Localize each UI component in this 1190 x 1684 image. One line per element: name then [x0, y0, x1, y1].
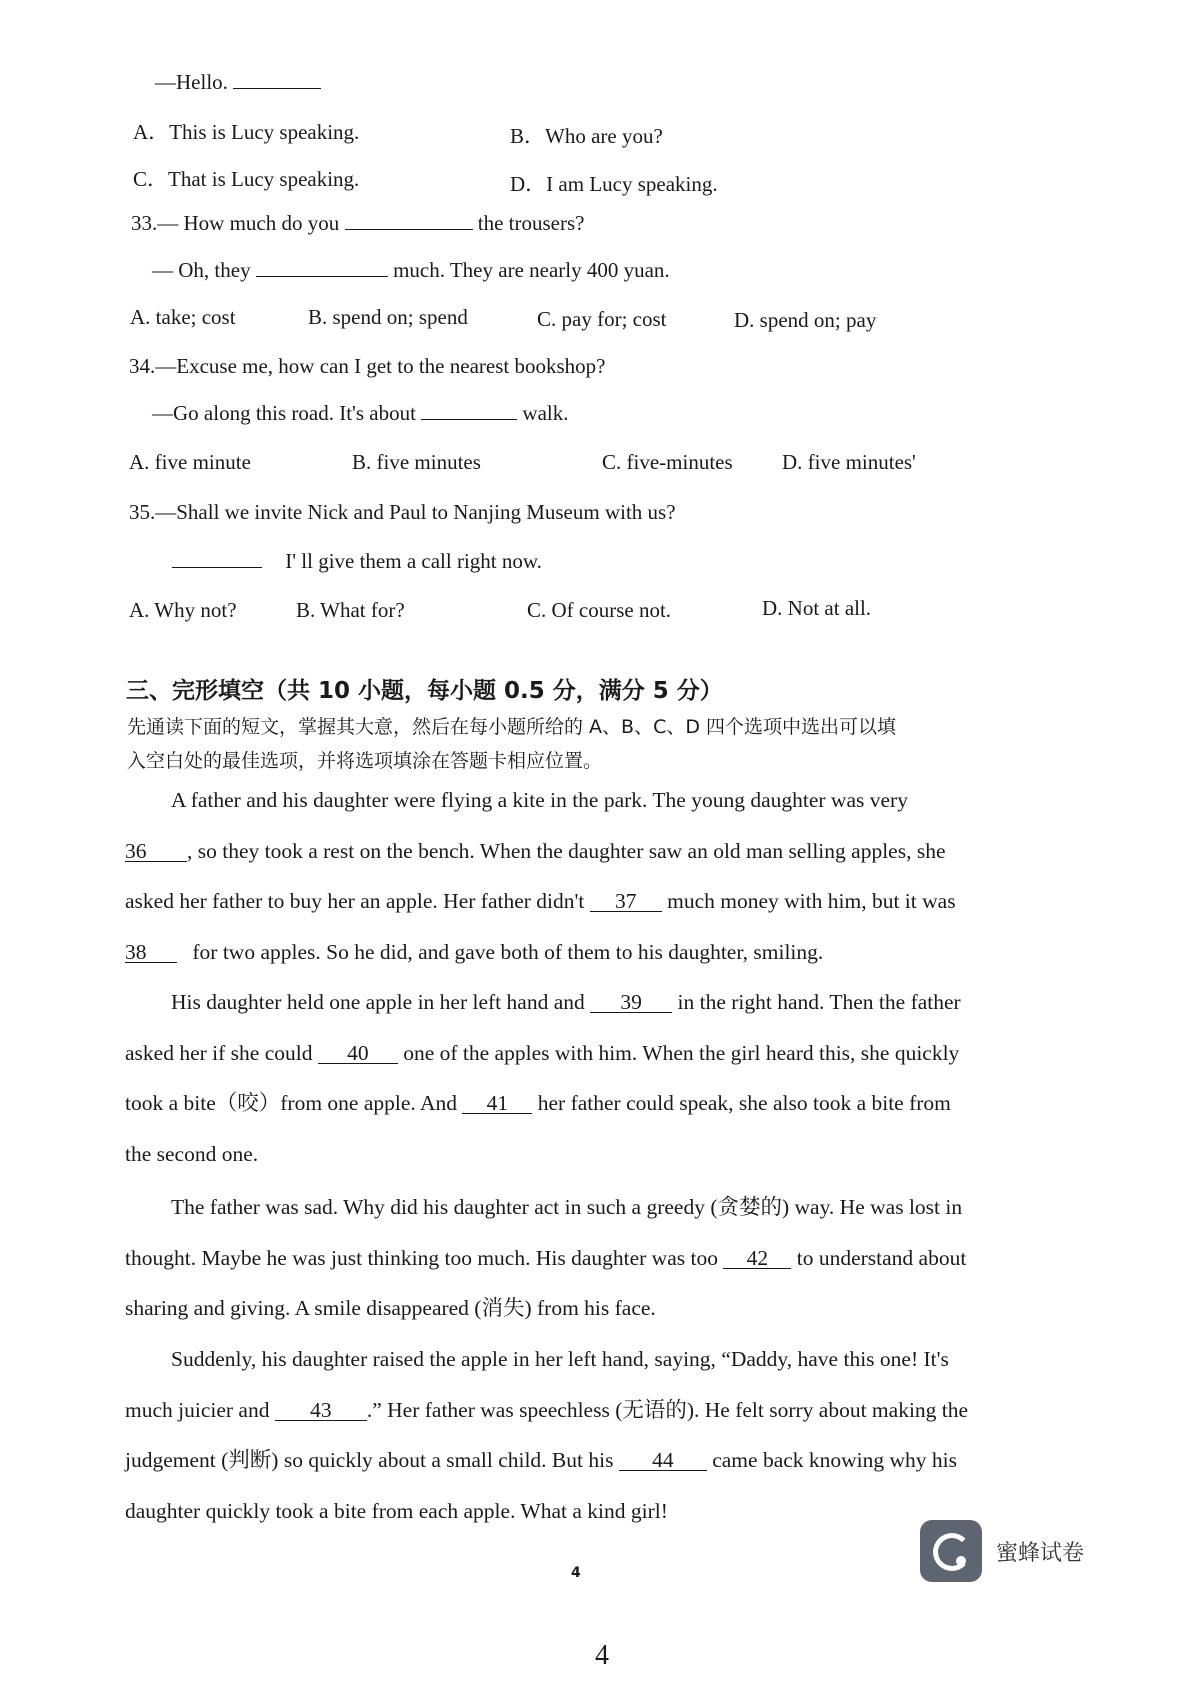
blank-39: 39	[590, 992, 672, 1013]
q32-option-a: A．This is Lucy speaking.	[133, 120, 360, 144]
q34-line1: 34.—Excuse me, how can I get to the nearest bookshop?	[129, 354, 606, 378]
blank-41: 41	[462, 1093, 532, 1114]
blank-38: 38	[125, 942, 177, 963]
q35-blank	[172, 549, 262, 568]
passage-paragraph-4: Suddenly, his daughter raised the apple in her left hand, saying, “Daddy, have this one! It's much juicier and 43 .” Her father was speechless (无语的). He felt sorry about making the judgement (判断) so quickly about a small child. But his 44 came back knowing why his daughter quickly took a bite from each apple. What a kind girl!	[125, 1347, 969, 1523]
q33-blank-1	[345, 211, 473, 230]
q33-line1: 33.— How much do you the trousers?	[131, 211, 585, 235]
watermark-logo-icon	[920, 1520, 982, 1582]
section3-instruction-1: 先通读下面的短文，掌握其大意，然后在每小题所给的 A、B、C、D 四个选项中选出可以填	[127, 716, 897, 738]
section3-heading: 三、完形填空（共 10 小题，每小题 0.5 分，满分 5 分）	[126, 678, 723, 704]
q35-line2: I' ll give them a call right now.	[172, 549, 542, 574]
q34-option-b: B. five minutes	[352, 450, 481, 474]
passage-paragraph-1: A father and his daughter were flying a kite in the park. The young daughter was very 36 , so they took a rest on the bench. When the daughter saw an old man selling apples, she asked her father to buy her an apple. Her father didn't 37 much money with him, but it was 38 for two apples. So he did, and gave both of them to his daughter, smiling.	[125, 788, 956, 964]
passage-paragraph-3: The father was sad. Why did his daughter act in such a greedy (贪婪的) way. He was lost in thought. Maybe he was just thinking too much. His daughter was too 42 to understand about sharing and giving. A smile disappeared (消失) from his face.	[125, 1195, 967, 1320]
q32-option-c: C．That is Lucy speaking.	[133, 167, 360, 191]
q34-line2: —Go along this road. It's about walk.	[152, 401, 569, 425]
q35-option-a: A. Why not?	[129, 598, 237, 622]
q33-line2: — Oh, they much. They are nearly 400 yuan.	[152, 258, 670, 282]
q34-option-c: C. five-minutes	[602, 450, 733, 474]
passage-paragraph-2: His daughter held one apple in her left hand and 39 in the right hand. Then the father asked her if she could 40 one of the apples with him. When the girl heard this, she quickly took a bite（咬）from one apple. And 41 her father could speak, she also took a bite from the second one.	[125, 990, 961, 1166]
q33-blank-2	[256, 258, 388, 277]
blank-40: 40	[318, 1043, 398, 1064]
q33-option-c: C. pay for; cost	[537, 307, 667, 331]
logo-ring-icon	[933, 1533, 971, 1571]
q32-blank	[233, 70, 321, 89]
q34-option-d: D. five minutes'	[782, 450, 916, 474]
q35-option-b: B. What for?	[296, 598, 405, 622]
q34-option-a: A. five minute	[129, 450, 251, 474]
blank-42: 42	[723, 1248, 791, 1269]
q35-option-d: D. Not at all.	[762, 596, 872, 620]
section3-instruction-2: 入空白处的最佳选项，并将选项填涂在答题卡相应位置。	[127, 750, 603, 772]
blank-37: 37	[590, 891, 662, 912]
q33-option-b: B. spend on; spend	[308, 305, 468, 329]
q32-option-b: B．Who are you?	[510, 124, 663, 148]
q32-prompt: —Hello.	[155, 70, 321, 95]
blank-44: 44	[619, 1450, 707, 1471]
logo-dot-icon	[956, 1556, 966, 1566]
blank-36: 36	[125, 841, 187, 862]
page-number-small: 4	[571, 1565, 581, 1581]
q33-option-a: A. take; cost	[130, 305, 236, 329]
blank-43: 43	[275, 1400, 367, 1421]
q32-option-d: D．I am Lucy speaking.	[510, 172, 718, 196]
watermark-text: 蜜蜂试卷	[996, 1541, 1085, 1566]
page-number-large: 4	[595, 1640, 609, 1671]
q35-line1: 35.—Shall we invite Nick and Paul to Nanjing Museum with us?	[129, 500, 676, 524]
q33-option-d: D. spend on; pay	[734, 308, 877, 332]
q34-blank	[421, 401, 517, 420]
q35-option-c: C. Of course not.	[527, 598, 672, 622]
